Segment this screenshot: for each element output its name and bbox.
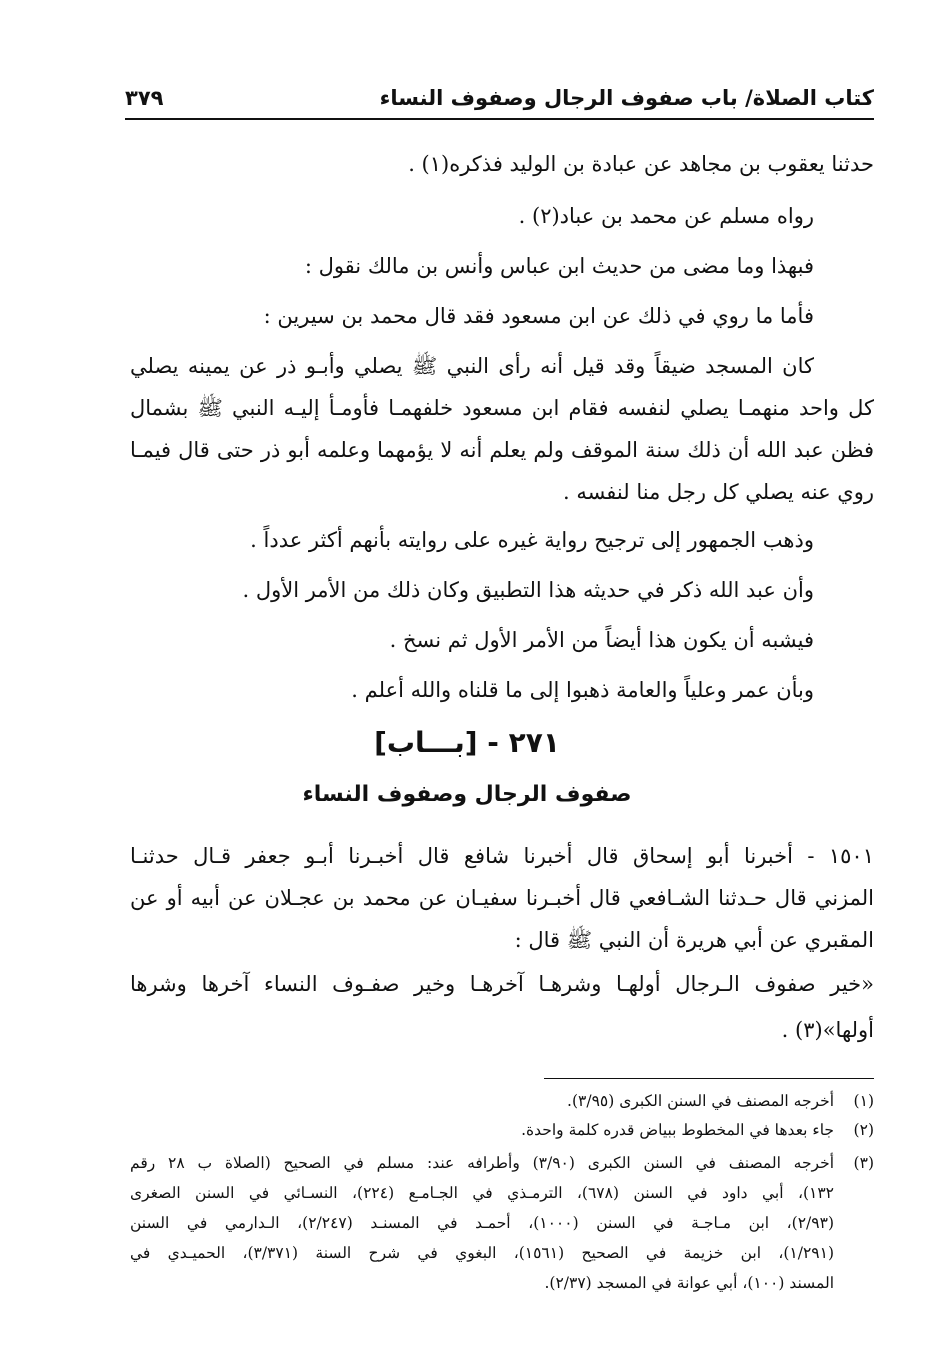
header-rule: [125, 118, 874, 120]
footnote-text: (١/٢٩١)، ابن خزيمة في الصحيح (١٥٦١)، البغوي في شرح السنة (٣/٣٧١)، الحميـدي في: [130, 1244, 834, 1262]
footnote-text: جاء بعدها في المخطوط ببياض قدره كلمة واحدة.: [521, 1121, 834, 1139]
header-title: كتاب الصلاة/ باب صفوف الرجال وصفوف النساء: [379, 86, 874, 110]
footnote-number: (١): [853, 1092, 874, 1110]
footnote-number: (٢): [853, 1121, 874, 1139]
page-number: ٣٧٩: [125, 86, 164, 110]
hadith-line: المزني قال حـدثنا الشـافعي قال أخبـرنا سفيـان عن محمد بن عجـلان عن أبيه أو عن: [130, 886, 874, 910]
footnote-text: أخرجه المصنف في السنن الكبرى (٣/٩٠) وأطرافه عند: مسلم في الصحيح (الصلاة ب ٢٨ رقم: [130, 1154, 834, 1172]
footnote-text: (٢/٩٣)، ابن مـاجـة في السنن (١٠٠٠)، أحمـد في المسنـد (٢/٢٤٧)، الـدارمي في السنن: [130, 1214, 834, 1232]
hadith-line: المقبري عن أبي هريرة أن النبي ﷺ قال :: [514, 928, 874, 952]
body-line: كل واحد منهمـا يصلي لنفسه فقام ابن مسعود خلفهمـا فأومـأ إليـه النبي ﷺ بشمال: [130, 396, 874, 420]
footnote-text: ١٣٢)، أبي داود في السنن (٦٧٨)، الترمـذي في الجـامـع (٢٢٤)، النسـائي في السنن الصغرى: [130, 1184, 834, 1202]
chapter-title: صفوف الرجال وصفوف النساء: [302, 782, 632, 807]
body-line: فيشبه أن يكون هذا أيضاً من الأمر الأول ثم نسخ .: [389, 628, 814, 652]
body-line: وذهب الجمهور إلى ترجيح رواية غيره على روايته بأنهم أكثر عدداً .: [250, 528, 814, 552]
hadith-line: ١٥٠١ - أخبرنا أبو إسحاق قال أخبرنا شافع قال أخبـرنا أبـو جعفر قـال حدثنـا: [130, 844, 874, 868]
body-line: حدثنا يعقوب بن مجاهد عن عبادة بن الوليد فذكره(١) .: [408, 152, 874, 176]
footnote-text: المسند (١٠٠)، أبي عوانة في المسجد (٢/٣٧).: [544, 1274, 834, 1292]
body-line: كان المسجد ضيقاً وقد قيل أنه رأى النبي ﷺ يصلي وأبـو ذر عن يمينه يصلي: [130, 354, 814, 378]
body-line: فظن عبد الله أن ذلك سنة الموقف ولم يعلم أنه لا يؤمهما وعلمه أبو ذر حتى قال فيمـا: [130, 438, 874, 462]
body-line: وبأن عمر وعلياً والعامة ذهبوا إلى ما قلناه والله أعلم .: [351, 678, 814, 702]
running-header: [125, 78, 874, 118]
body-line: فبهذا وما مضى من حديث ابن عباس وأنس بن مالك نقول :: [304, 254, 814, 278]
hadith-line: أولها»(٣) .: [781, 1018, 874, 1042]
chapter-number-heading: ٢٧١ - [بـــاب]: [374, 726, 560, 759]
footnote-separator: [544, 1078, 874, 1079]
footnote-number: (٣): [853, 1154, 874, 1172]
body-line: فأما ما روي في ذلك عن ابن مسعود فقد قال محمد بن سيرين :: [263, 304, 814, 328]
footnote-text: أخرجه المصنف في السنن الكبرى (٣/٩٥).: [567, 1092, 834, 1110]
body-line: روي عنه يصلي كل رجل منا لنفسه .: [562, 480, 874, 504]
hadith-line: «خير صفوف الـرجال أولهـا وشرهـا آخرهـا وخير صفـوف النساء آخرها وشرها: [130, 972, 874, 996]
body-line: رواه مسلم عن محمد بن عباد(٢) .: [518, 204, 814, 228]
body-line: وأن عبد الله ذكر في حديثه هذا التطبيق وكان ذلك من الأمر الأول .: [242, 578, 814, 602]
